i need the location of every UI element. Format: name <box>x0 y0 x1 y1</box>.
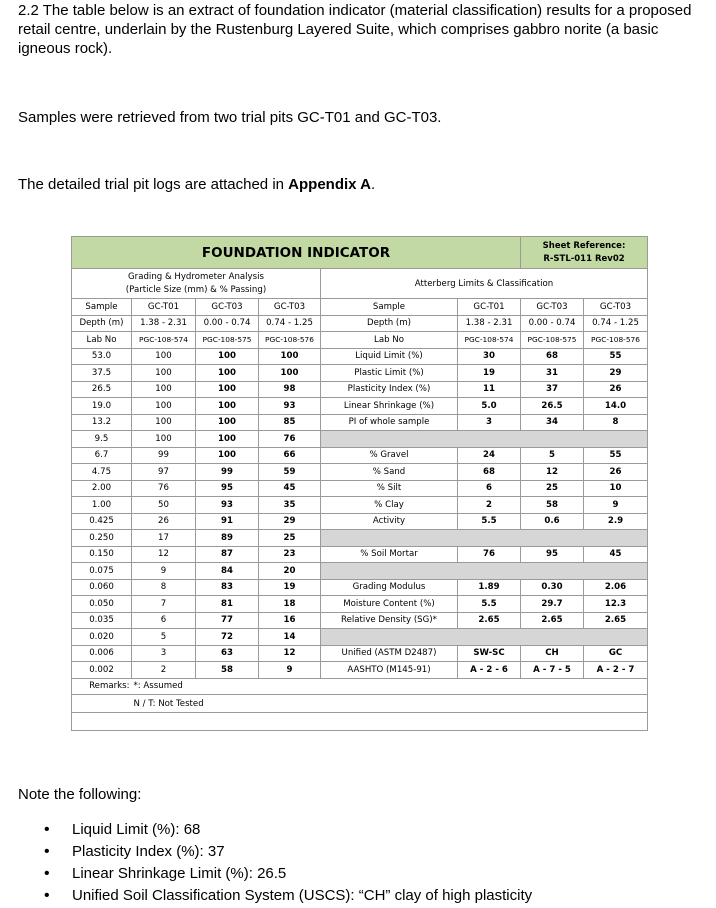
table-row <box>72 645 648 662</box>
percent-passing-cell: 87 <box>196 546 259 563</box>
gray-spacer-cell <box>321 629 648 646</box>
table-row <box>72 365 648 382</box>
atterberg-title: Atterberg Limits & Classification <box>321 269 648 299</box>
particle-size-cell: 0.050 <box>72 596 132 613</box>
property-label-cell: Linear Shrinkage (%) <box>321 398 458 415</box>
property-value-cell: 26 <box>584 464 648 481</box>
particle-size-cell: 37.5 <box>72 365 132 382</box>
table-row <box>72 414 648 431</box>
property-value-cell: 2.65 <box>521 612 584 629</box>
percent-passing-cell: 6 <box>132 612 196 629</box>
table-row <box>72 480 648 497</box>
property-value-cell: 34 <box>521 414 584 431</box>
samples-paragraph: Samples were retrieved from two trial pits GC-T01 and GC-T03. <box>18 109 442 126</box>
grading-depth: 0.00 - 0.74 <box>196 315 259 332</box>
property-value-cell: 2.9 <box>584 513 648 530</box>
property-value-cell: 8 <box>584 414 648 431</box>
table-row <box>72 579 648 596</box>
percent-passing-cell: 3 <box>132 645 196 662</box>
particle-size-cell: 0.075 <box>72 563 132 580</box>
sheet-reference <box>521 237 648 269</box>
table-row <box>72 381 648 398</box>
property-value-cell: 76 <box>458 546 521 563</box>
atterberg-labno: PGC-108-574 <box>458 332 521 349</box>
atterberg-labno: PGC-108-575 <box>521 332 584 349</box>
percent-passing-cell: 100 <box>196 398 259 415</box>
percent-passing-cell: 7 <box>132 596 196 613</box>
particle-size-cell: 0.150 <box>72 546 132 563</box>
property-label-cell: Plasticity Index (%) <box>321 381 458 398</box>
table-row <box>72 662 648 679</box>
atterberg-sample: GC-T03 <box>584 299 648 316</box>
percent-passing-cell: 26 <box>132 513 196 530</box>
percent-passing-cell: 95 <box>196 480 259 497</box>
percent-passing-cell: 23 <box>259 546 321 563</box>
property-value-cell: 0.30 <box>521 579 584 596</box>
note-item: • Linear Shrinkage Limit (%): 26.5 <box>18 864 532 886</box>
property-value-cell: 5 <box>521 447 584 464</box>
gray-spacer-cell <box>321 530 648 547</box>
percent-passing-cell: 66 <box>259 447 321 464</box>
property-label-cell: % Clay <box>321 497 458 514</box>
property-value-cell: 68 <box>458 464 521 481</box>
property-label-cell: Liquid Limit (%) <box>321 348 458 365</box>
percent-passing-cell: 72 <box>196 629 259 646</box>
note-item: • Plasticity Index (%): 37 <box>18 842 532 864</box>
percent-passing-cell: 100 <box>259 365 321 382</box>
sheet-title: FOUNDATION INDICATOR <box>72 237 521 269</box>
percent-passing-cell: 76 <box>259 431 321 448</box>
property-value-cell: 0.6 <box>521 513 584 530</box>
depth-label: Depth (m) <box>72 315 132 332</box>
percent-passing-cell: 20 <box>259 563 321 580</box>
remark-not-tested: N / T: Not Tested <box>132 695 584 713</box>
percent-passing-cell: 14 <box>259 629 321 646</box>
percent-passing-cell: 85 <box>259 414 321 431</box>
appendix-text: The detailed trial pit logs are attached in <box>18 176 289 193</box>
percent-passing-cell: 83 <box>196 579 259 596</box>
property-label-cell: Moisture Content (%) <box>321 596 458 613</box>
percent-passing-cell: 100 <box>132 414 196 431</box>
property-label-cell: Grading Modulus <box>321 579 458 596</box>
remarks-blank-row <box>72 713 648 731</box>
percent-passing-cell: 93 <box>196 497 259 514</box>
percent-passing-cell: 100 <box>132 365 196 382</box>
property-value-cell: 2.65 <box>458 612 521 629</box>
note-item: • Unified Soil Classification System (USCS): “CH” clay of high plasticity <box>18 886 532 908</box>
property-value-cell: 2.65 <box>584 612 648 629</box>
remark-assumed: *: Assumed <box>132 678 584 695</box>
grading-title: Grading & Hydrometer Analysis <box>128 271 264 282</box>
sample-row <box>72 299 648 316</box>
percent-passing-cell: 93 <box>259 398 321 415</box>
property-value-cell: 55 <box>584 348 648 365</box>
property-value-cell: 2.06 <box>584 579 648 596</box>
table-row <box>72 497 648 514</box>
percent-passing-cell: 100 <box>132 348 196 365</box>
table-row <box>72 563 648 580</box>
property-value-cell: 2 <box>458 497 521 514</box>
percent-passing-cell: 18 <box>259 596 321 613</box>
table-row <box>72 530 648 547</box>
percent-passing-cell: 81 <box>196 596 259 613</box>
percent-passing-cell: 100 <box>196 381 259 398</box>
property-value-cell: 31 <box>521 365 584 382</box>
property-value-cell: 45 <box>584 546 648 563</box>
gray-spacer-cell <box>321 431 648 448</box>
percent-passing-cell: 100 <box>132 398 196 415</box>
property-value-cell: 37 <box>521 381 584 398</box>
particle-size-cell: 0.060 <box>72 579 132 596</box>
gray-spacer-cell <box>321 563 648 580</box>
particle-size-cell: 26.5 <box>72 381 132 398</box>
percent-passing-cell: 50 <box>132 497 196 514</box>
labno-row <box>72 332 648 349</box>
sample-label: Sample <box>72 299 132 316</box>
property-value-cell: 26 <box>584 381 648 398</box>
sheet-reference-value: R-STL-011 Rev02 <box>543 253 625 264</box>
atterberg-sample: GC-T03 <box>521 299 584 316</box>
depth-row <box>72 315 648 332</box>
property-label-cell: % Silt <box>321 480 458 497</box>
depth-label: Depth (m) <box>321 315 458 332</box>
grading-heading <box>72 269 321 299</box>
percent-passing-cell: 58 <box>196 662 259 679</box>
table-row <box>72 596 648 613</box>
table-row <box>72 629 648 646</box>
property-value-cell: SW-SC <box>458 645 521 662</box>
particle-size-cell: 0.250 <box>72 530 132 547</box>
percent-passing-cell: 100 <box>196 365 259 382</box>
particle-size-cell: 1.00 <box>72 497 132 514</box>
percent-passing-cell: 99 <box>132 447 196 464</box>
percent-passing-cell: 100 <box>196 414 259 431</box>
grading-sample: GC-T03 <box>259 299 321 316</box>
particle-size-cell: 53.0 <box>72 348 132 365</box>
property-value-cell: CH <box>521 645 584 662</box>
property-label-cell: Activity <box>321 513 458 530</box>
table-row <box>72 447 648 464</box>
sheet-reference-label: Sheet Reference: <box>542 240 626 251</box>
property-value-cell: A - 2 - 6 <box>458 662 521 679</box>
percent-passing-cell: 76 <box>132 480 196 497</box>
atterberg-depth: 0.74 - 1.25 <box>584 315 648 332</box>
property-value-cell: 12.3 <box>584 596 648 613</box>
percent-passing-cell: 9 <box>259 662 321 679</box>
property-value-cell: 30 <box>458 348 521 365</box>
percent-passing-cell: 63 <box>196 645 259 662</box>
property-value-cell: 3 <box>458 414 521 431</box>
grading-labno: PGC-108-575 <box>196 332 259 349</box>
note-heading: Note the following: <box>18 786 142 803</box>
percent-passing-cell: 97 <box>132 464 196 481</box>
property-value-cell: 14.0 <box>584 398 648 415</box>
percent-passing-cell: 100 <box>196 447 259 464</box>
percent-passing-cell: 2 <box>132 662 196 679</box>
foundation-indicator-sheet <box>71 236 647 768</box>
property-value-cell: 11 <box>458 381 521 398</box>
property-label-cell: Plastic Limit (%) <box>321 365 458 382</box>
table-row <box>72 431 648 448</box>
table-row <box>72 546 648 563</box>
table-row <box>72 464 648 481</box>
percent-passing-cell: 99 <box>196 464 259 481</box>
property-value-cell: 25 <box>521 480 584 497</box>
particle-size-cell: 0.002 <box>72 662 132 679</box>
remarks-label: Remarks: <box>72 678 132 695</box>
particle-size-cell: 0.035 <box>72 612 132 629</box>
property-value-cell: 1.89 <box>458 579 521 596</box>
property-value-cell: GC <box>584 645 648 662</box>
property-label-cell: AASHTO (M145-91) <box>321 662 458 679</box>
percent-passing-cell: 5 <box>132 629 196 646</box>
property-label-cell: Unified (ASTM D2487) <box>321 645 458 662</box>
property-label-cell: Relative Density (SG)* <box>321 612 458 629</box>
grading-subtitle: (Particle Size (mm) & % Passing) <box>125 284 267 295</box>
remarks-blank <box>72 695 132 713</box>
property-label-cell: % Gravel <box>321 447 458 464</box>
labno-label: Lab No <box>321 332 458 349</box>
percent-passing-cell: 98 <box>259 381 321 398</box>
property-value-cell: 58 <box>521 497 584 514</box>
grading-labno: PGC-108-574 <box>132 332 196 349</box>
property-value-cell: 5.5 <box>458 513 521 530</box>
grading-depth: 1.38 - 2.31 <box>132 315 196 332</box>
property-value-cell: 12 <box>521 464 584 481</box>
property-value-cell: 19 <box>458 365 521 382</box>
percent-passing-cell: 16 <box>259 612 321 629</box>
particle-size-cell: 4.75 <box>72 464 132 481</box>
percent-passing-cell: 17 <box>132 530 196 547</box>
percent-passing-cell: 100 <box>196 431 259 448</box>
percent-passing-cell: 25 <box>259 530 321 547</box>
atterberg-depth: 0.00 - 0.74 <box>521 315 584 332</box>
property-value-cell: 5.0 <box>458 398 521 415</box>
atterberg-depth: 1.38 - 2.31 <box>458 315 521 332</box>
percent-passing-cell: 77 <box>196 612 259 629</box>
foundation-indicator-table <box>71 236 648 731</box>
percent-passing-cell: 29 <box>259 513 321 530</box>
appendix-period: . <box>370 176 376 193</box>
percent-passing-cell: 89 <box>196 530 259 547</box>
property-label-cell: % Sand <box>321 464 458 481</box>
remarks-blank <box>584 678 648 695</box>
property-value-cell: A - 7 - 5 <box>521 662 584 679</box>
percent-passing-cell: 100 <box>196 348 259 365</box>
property-value-cell: 95 <box>521 546 584 563</box>
percent-passing-cell: 100 <box>132 431 196 448</box>
percent-passing-cell: 9 <box>132 563 196 580</box>
table-row <box>72 348 648 365</box>
atterberg-labno: PGC-108-576 <box>584 332 648 349</box>
particle-size-cell: 0.020 <box>72 629 132 646</box>
property-value-cell: 55 <box>584 447 648 464</box>
percent-passing-cell: 35 <box>259 497 321 514</box>
property-value-cell: 10 <box>584 480 648 497</box>
percent-passing-cell: 91 <box>196 513 259 530</box>
table-row <box>72 398 648 415</box>
property-value-cell: 24 <box>458 447 521 464</box>
appendix-link-text: Appendix A <box>288 176 371 193</box>
percent-passing-cell: 100 <box>259 348 321 365</box>
remarks-blank <box>584 695 648 713</box>
grading-sample: GC-T03 <box>196 299 259 316</box>
grading-depth: 0.74 - 1.25 <box>259 315 321 332</box>
percent-passing-cell: 12 <box>132 546 196 563</box>
particle-size-cell: 19.0 <box>72 398 132 415</box>
particle-size-cell: 0.006 <box>72 645 132 662</box>
percent-passing-cell: 100 <box>132 381 196 398</box>
property-value-cell: 9 <box>584 497 648 514</box>
percent-passing-cell: 19 <box>259 579 321 596</box>
intro-paragraph: 2.2 The table below is an extract of foundation indicator (material classification) results for a proposed retail centre, underlain by the Rustenburg Layered Suite, which comprises gabbro norite (a basic igneous rock). <box>18 2 692 57</box>
property-value-cell: 6 <box>458 480 521 497</box>
table-row <box>72 513 648 530</box>
particle-size-cell: 0.425 <box>72 513 132 530</box>
particle-size-cell: 9.5 <box>72 431 132 448</box>
percent-passing-cell: 84 <box>196 563 259 580</box>
note-item: • Liquid Limit (%): 68 <box>18 820 532 842</box>
property-value-cell: A - 2 - 7 <box>584 662 648 679</box>
percent-passing-cell: 8 <box>132 579 196 596</box>
property-value-cell: 26.5 <box>521 398 584 415</box>
property-value-cell: 68 <box>521 348 584 365</box>
percent-passing-cell: 12 <box>259 645 321 662</box>
percent-passing-cell: 45 <box>259 480 321 497</box>
grading-labno: PGC-108-576 <box>259 332 321 349</box>
property-label-cell: PI of whole sample <box>321 414 458 431</box>
property-value-cell: 29 <box>584 365 648 382</box>
property-value-cell: 29.7 <box>521 596 584 613</box>
labno-label: Lab No <box>72 332 132 349</box>
percent-passing-cell: 59 <box>259 464 321 481</box>
grading-sample: GC-T01 <box>132 299 196 316</box>
atterberg-sample: GC-T01 <box>458 299 521 316</box>
notes-list <box>18 820 532 908</box>
property-label-cell: % Soil Mortar <box>321 546 458 563</box>
appendix-paragraph <box>18 175 375 194</box>
particle-size-cell: 13.2 <box>72 414 132 431</box>
particle-size-cell: 2.00 <box>72 480 132 497</box>
table-row <box>72 612 648 629</box>
sample-label: Sample <box>321 299 458 316</box>
particle-size-cell: 6.7 <box>72 447 132 464</box>
property-value-cell: 5.5 <box>458 596 521 613</box>
